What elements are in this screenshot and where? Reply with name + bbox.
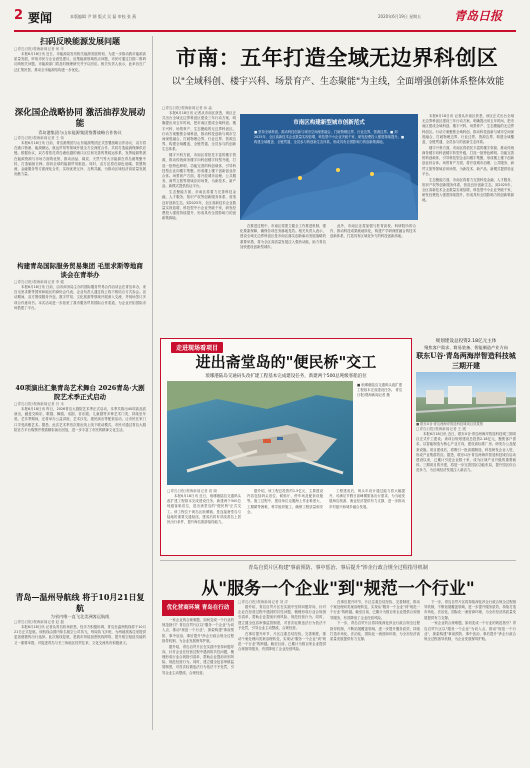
bottom-col-4-text: 下一步，青岛自贸片区将持续深化涉企行政合规全过程指导机制，不断拓展覆盖领域，进一步提升服务质效，持续打造市场化、法治化、国际化一流营商环境，为全市经济高质量发展提供有力支撑。 一家企业的合规难题，如何变成一个行业的规范指引？青岛自贸片区以"服务一个企业"为切入点，推动"规范一个行业"，探索构建"事前预防、事中惩治、事后提升"涉企行政合规全过程指导机制，为企业发展保驾护航。 [424, 600, 516, 642]
park-rendering-photo [416, 372, 516, 422]
lead-col-4-text: 本报6月18日讯 记者从市南区获悉，该区正式出台全域无边界科创区建设三年行动方案，明确提出用五年时间，把市南区建成全域科创、楼宇兴科、场景育产、生态聚能的无边界科创区。行动方案聚焦全域科创，推动科技创新与城市空间深度融合，打破物理边界、行业边界、资源边界，构建全域覆盖、全链贯通、全员参与的创新生态体系。 楼宇兴科方面，市南区将依托丰富的楼宇资源，推动传统商务楼宇向科创楼宇转型升级，打造一批特色鲜明、功能完善的科创载体，引导科技型企业向楼宇集聚，形成楼上楼下创新创业综合体。场景育产方面，将开放城市治理、公共服务、商贸文旅等领域应用场景，为新技术、新产品、新模式提供验证平台。 生态聚能方面，市南区将着力完善科技金融、人才服务、知识产权等创新服务体系，营造良好创新生态。到2025年，全区高新技术企业数量实现倍增，科技型中小企业突破千家，研发经费投入强度持续提升，形成具有全国影响力的创新策源地。 [422, 114, 514, 203]
bottom-story-rule [160, 560, 516, 561]
bottom-col-3-text: 在事后提升环节，片区注重总结经验、完善制度，推动个案处理向类案治理转变，实现从"服务一个企业"到"规范一个行业"的跨越。截至目前，已累计为数百家企业提供合规指导服务，有效降低了企业经营风险。 下一步，青岛自贸片区将持续深化涉企行政合规全过程指导机制，不断拓展覆盖领域，进一步提升服务质效，持续打造市场化、法治化、国际化一流营商环境，为全市经济高质量发展提供有力支撑。 [330, 600, 420, 642]
article-body: 本报6月18日讯 近日，联东U谷·青岛两海岸智造科技城三期项目正式开工建设。该项目规划建设总投资2.18亿元，聚焦客户需求，以智能制造为核心产业方向，建设高标准厂房、研发办公及配套设施。项目建成后，将吸引一批高端制造、科技研发企业入驻，形成产业集群效应。据悉，联东U谷·青岛两海岸智造科技城自启动建设以来，已累计引进企业数十家，成为区域产业升级的重要载体。三期项目的开建，将进一步完善园区功能布局，提升园区综合竞争力，为区域经济发展注入新活力。 [416, 432, 516, 473]
bottom-banner: 优化营商环境 青岛在行动 [162, 600, 234, 616]
photo-caption: ■ 琅琊港陆岛交通码头改扩建工程基本完成建设任务。 青岛日报/观海新闻记者 摄 [357, 383, 403, 397]
byline: □青岛日报/观海新闻记者 周 晓 [167, 489, 218, 493]
feature-col-2-text: 据介绍，该工程总投资约1.5亿元，主要建设内容包括码头泊位、候船厅、停车场及配套设施等。施工过程中，建设单位克服海上作业难度大、工期紧等困难，科学组织施工，确保工程质量和安全。 [247, 489, 323, 514]
lead-headline: 市南：五年打造全域无边界科创区 [175, 45, 499, 70]
kicker-line: 规划建设总投资2.18亿元主体 [435, 339, 497, 344]
article-body: 本报6月18日讯 记者从青岛机场获悉，经多方积极协调，青岛至温州航线将于10月21日正式复航。该航线由国内知名航空公司执飞，每周执飞多班，为两地旅客往来提供更加便捷的出行选择。此次航线复航，是我市持续加密航线网络、提升航空枢纽功能的又一重要举措，对促进青岛与长三角地区经贸往来、文化交流具有积极意义。 [14, 625, 146, 645]
byline: □青岛日报/观海新闻记者 王 伟 [14, 136, 65, 140]
article-title: 40项演出汇集青岛艺术舞台 2026青岛·大剧院艺术季正式启动 [15, 384, 145, 401]
editor-info: 本版编辑 尹 钢 版式 吴 磊 审校 张 燕 [70, 14, 137, 19]
bottom-col-2 [238, 600, 326, 755]
bottom-body-text: 据介绍，青岛自贸片区在实践中坚持问题导向，针对企业在经营过程中遇到的共性问题，梳理形成行业合规指引清单，帮助企业提前识别风险、规范经营行为。同时，建立健全包容审慎监管制度，对首次轻微违法行为依法不予处罚，引导企业主动整改、合规经营。 在事后提升环节，片区注重总结经验、完善制度，推动个案处理向类案治理转变，实现从"服务一个企业"到"规范一个行业"的跨越。截至目前，已累计为数百家企业提供合规指导服务，有效降低了企业经营风险。 [238, 605, 326, 652]
byline: □青岛日报/观海新闻记者 王 媛 [416, 427, 467, 431]
map-title: 市南区构建新型城市创新范式 [293, 120, 365, 126]
feature-box [160, 338, 412, 556]
article-body: 本报6月18日讯 昨日，2026青岛大剧院艺术季正式启动，本季共推出40项高品质演出，涵盖交响乐、歌剧、舞剧、话剧、音乐剧、儿童剧等多种艺术门类，持续至年底。艺术季期间，还将举办公益讲座、艺术沙龙、惠民演出等配套活动，让市民在家门口享受高雅艺术。据悉，此次艺术季首次推出线上线下联动模式，市民可通过青岛大剧院官方平台购票并观看精彩演出回放，进一步丰富了市民的精神文化生活。 [14, 407, 146, 432]
issue-date: 2020年6月19日 星期五 [378, 14, 422, 19]
park-photo-graphic [416, 372, 516, 422]
feature-subheadline: 琅琊港陆岛交通码头改扩建工程基本完成建设任务，新建两个500总吨级客船泊位 [205, 374, 367, 379]
lead-col-2-text: 在推进过程中，市南区将建立健全工作推进机制，强化要素保障，确保各项任务落地见效。相关负责人表示，建设全域无边界科创区是市南区落实创新驱动发展战略的重要举措，将为全区高质量发展注入强劲动能，助力青岛加快建设创新型城市。 [240, 224, 326, 249]
column-divider-left [152, 36, 153, 730]
lead-col-1 [162, 106, 236, 341]
lead-body-text: 本报6月18日讯 记者从市南区获悉，该区正式出台全域无边界科创区建设三年行动方案，明确提出用五年时间，把市南区建成全域科创、楼宇兴科、场景育产、生态聚能的无边界科创区。行动方案聚焦全域科创，推动科技创新与城市空间深度融合，打破物理边界、行业边界、资源边界，构建全域覆盖、全链贯通、全员参与的创新生态体系。 楼宇兴科方面，市南区将依托丰富的楼宇资源，推动传统商务楼宇向科创楼宇转型升级，打造一批特色鲜明、功能完善的科创载体，引导科技型企业向楼宇集聚，形成楼上楼下创新创业综合体。场景育产方面，将开放城市治理、公共服务、商贸文旅等领域应用场景，为新技术、新产品、新模式提供验证平台。 生态聚能方面，市南区将着力完善科技金融、人才服务、知识产权等创新服务体系，营造良好创新生态。到2025年，全区高新技术企业数量实现倍增，科技型中小企业突破千家，研发经费投入强度持续提升，形成具有全国影响力的创新策源地。 [162, 111, 236, 221]
article-port-energy [14, 108, 146, 249]
kicker-line: 聚焦客户需求、简易装备、智能制造产业方向 [424, 345, 508, 350]
byline: □青岛日报/观海新闻记者 吕 禾 [14, 402, 65, 406]
feature-body-text: 本报6月18日讯 近日，琅琊港陆岛交通码头改扩建工程基本完成建设任务，新建两个500总吨级客船泊位，进出斋堂岛的"便民桥"正式交工。该工程位于黄岛区琅琊镇，是连接斋堂岛与陆地的重要交通枢纽，建成后将有效改善岛上居民出行条件，提升海岛旅游接待能力。 [167, 494, 241, 525]
port-photo-graphic [167, 381, 353, 485]
article-body: 本报6月18日讯 近日，市能源局发布相关能源发展规划，为进一步推动我市能源高质量发展，听取市民与企业意见建议，征集能源领域热点问题，市民可通过扫描二维码反映相关问题，市能源部门将及时梳理研究并予以回应。相关负责人表示，此举旨在广泛汇集民智，推动全市能源结构进一步优化。 [14, 52, 146, 72]
bottom-kicker: 青岛自贸片区构建"事前预防、事中惩治、事后提升"涉企行政合规全过程指导机制 [248, 565, 428, 571]
article-service-trade [14, 262, 146, 373]
article-title: 构建青岛国际服务贸易集团 毛里求斯等地商谈会在青举办 [17, 262, 143, 279]
masthead-rule [14, 30, 516, 32]
article-subtitle: 青岛港集团与山东能源集团签署战略合作协议 [38, 130, 122, 135]
port-aerial-photo [167, 381, 353, 485]
page-number: 2 [14, 8, 24, 23]
article-industrial-park [416, 338, 516, 552]
article-body: 本报6月18日讯 日前，青岛港集团与山东能源集团正式签署战略合作协议，双方将在港口物流、能源储运、航运贸易等领域开展全方位深度合作，共同打造能源保障供应链。根据协议，双方将依托青岛港优越的港口区位和完善的集疏运体系，发挥能源集团在能源资源与市场方面的优势，推动油品、煤炭、天然气等大宗能源在青岛港集聚中转，打造辐射日韩、面向全球的能源贸易枢纽。同时，双方还将在绿色低碳、智慧物流、金融服务等方面深化合作，实现优势互补、互利共赢，为推动区域经济高质量发展贡献力量。 [14, 141, 146, 177]
article-art-season [14, 384, 146, 575]
feature-headline: 进出斋堂岛的"便民桥"交工 [195, 353, 377, 371]
paper-name-logo: 青岛日报 [454, 9, 503, 23]
feature-banner: 走进现场看项目 [171, 342, 223, 353]
lead-col-3-text: 此外，市南区还将加强与驻青高校、科研院所的合作，推动科技成果就地转化，构建产学研深度融合的技术创新体系，打造具有区域竞争力的科技创新高地。 [330, 224, 416, 239]
article-flight [14, 592, 146, 731]
section-name: 要闻 [28, 11, 53, 25]
byline: □青岛日报/观海新闻记者 赵 磊 [14, 620, 65, 624]
article-subtitle: 为省内唯一直飞北美洲客运航线 [50, 614, 110, 619]
article-title: 联东U谷·青岛两海岸智造科技城三期开建 [416, 351, 516, 370]
byline: □青岛日报/观海新闻记者 刘 洋 [238, 600, 289, 604]
map-text: ■ 坚持全域科创，推动科技创新与城市空间深度融合，打破物理边界、行业边界、资源边界。■ 到2025年，全区高新技术企业数量实现倍增，科技型中小企业突破千家，研发经费投入强度持续提升。■ 构建全域覆盖、全链贯通、全员参与的创新生态体系，形成具有全国影响力的创新策源地。 [254, 130, 404, 144]
bottom-body-text: 一家企业的合规难题，如何变成一个行业的规范指引？青岛自贸片区以"服务一个企业"为切入点，推动"规范一个行业"，探索构建"事前预防、事中惩治、事后提升"涉企行政合规全过程指导机制，为企业发展保驾护航。 据介绍，青岛自贸片区在实践中坚持问题导向，针对企业在经营过程中遇到的共性问题，梳理形成行业合规指引清单，帮助企业提前识别风险、规范经营行为。同时，建立健全包容审慎监管制度，对首次轻微违法行为依法不予处罚，引导企业主动整改、合规经营。 [162, 618, 234, 675]
article-energy [14, 36, 146, 104]
byline: □青岛日报/观海新闻记者 孙 淼 [162, 106, 213, 110]
lead-subheadline: 以"全域科创、楼宇兴科、场景育产、生态聚能"为主线，全面增强创新体系整体效能 [171, 77, 505, 87]
article-title: 扫码反映能源发展问题 [40, 36, 120, 46]
byline: □青岛日报/观海新闻记者 何 辛 [14, 47, 65, 51]
bottom-headline: 从"服务一个企业"到"规范一个行业" [201, 579, 475, 599]
masthead [14, 6, 516, 28]
feature-col-3-text: 工程建成后，码头年设计通过能力将大幅提升，可满足节假日高峰期旅客出行需求，为当地发展海岛旅游、渔业经济提供有力支撑，进一步推动乡村振兴和城乡融合发展。 [329, 489, 405, 509]
article-title: 深化国企战略协同 激活油荐发展动能 [14, 108, 146, 129]
bottom-col-1 [162, 618, 234, 750]
photo-caption: ■ 联东U谷·青岛两海岸智造科技城项目效果图 [416, 422, 483, 426]
district-map-infographic [240, 114, 418, 220]
article-title: 青岛—温州导航线 将于10月21日复航 [15, 592, 145, 613]
feature-col-1 [167, 489, 241, 552]
article-body: 本报6月18日讯 日前，由市商务局主办的国际服务贸易合作洽谈会在青岛举办，来自毛里求斯等国家和地区的商协会代表、企业负责人通过线上线下相结合方式参会。活动期间，双方围绕服务外包、数字贸易、文化旅游等领域开展深入交流，并现场签订多项合作意向书。本次活动进一步拓宽了我市服务贸易国际合作渠道，为企业开拓国际市场搭建了平台。 [14, 285, 146, 310]
byline: □青岛日报/观海新闻记者 李 健 [14, 280, 65, 284]
